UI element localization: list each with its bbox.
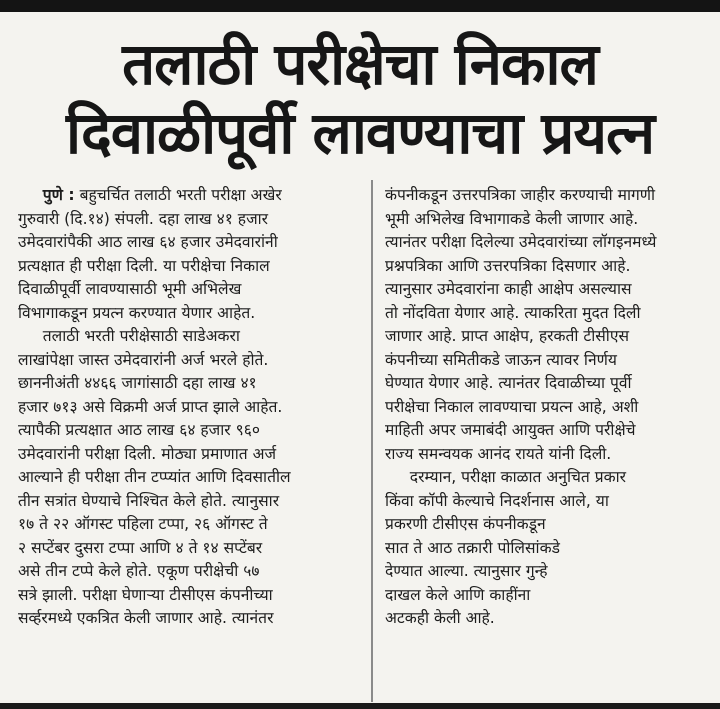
article-line: त्यानुसार उमेदवारांना काही आक्षेप असल्यास [385,280,632,298]
article-line: प्रत्यक्षात ही परीक्षा दिली. या परीक्षेचा निकाल [18,256,270,275]
article-line: उमेदवारांनी परीक्षा दिली. मोठ्या प्रमाणात अर्ज [18,444,277,463]
article-line: गुरुवारी (दि.१४) संपली. दहा लाख ४१ हजार [18,209,269,228]
article-left-column [18,184,368,631]
article-line: तीन सत्रांत घेण्याचे निश्चित केले होते. त्यानुसार [18,491,280,510]
article-line: अटकही केली आहे. [385,609,495,627]
article-line: छाननीअंती ४४६६ जागांसाठी दहा लाख ४१ [18,374,257,392]
article-line-text: दरम्यान, परीक्षा काळात अनुचित प्रकार [409,468,626,486]
article-line: सर्व्हरमध्ये एकत्रित केली जाणार आहे. त्यानंतर [18,609,274,627]
headline-line-2: दिवाळीपूर्वी लावण्याचा प्रयत्न [65,99,655,167]
article-line: त्यापैकी प्रत्यक्षात आठ लाख ६४ हजार ९६० [18,421,260,439]
article-line: दिवाळीपूर्वी लावण्यासाठी भूमी अभिलेख [18,280,242,298]
article-line: हजार ७१३ असे विक्रमी अर्ज प्राप्त झाले आहेत. [18,397,283,416]
headline-line-1: तलाठी परीक्षेचा निकाल [122,30,598,98]
article-line: देण्यात आल्या. त्यानुसार गुन्हे [385,562,548,580]
dateline: पुणे : [42,186,75,204]
article-line [18,184,368,208]
article-line: जाणार आहे. प्राप्त आक्षेप, हरकती टीसीएस [385,327,629,345]
article-line: आल्याने ही परीक्षा तीन टप्प्यांत आणि दिवसातील [18,468,291,486]
article-line: राज्य समन्वयक आनंद रायते यांनी दिली. [385,444,612,463]
article-line: भूमी अभिलेख विभागाकडे केली जाणार आहे. [385,209,639,228]
article-line: २ सप्टेंबर दुसरा टप्पा आणि ४ ते १४ सप्टेंबर [18,538,263,557]
column-divider [371,180,373,702]
article-line: असे तीन टप्पे केले होते. एकूण परीक्षेची ५७ [18,562,260,580]
article-line: कंपनीच्या समितीकडे जाऊन त्यावर निर्णय [385,350,617,369]
article-line: लाखांपेक्षा जास्त उमेदवारांनी अर्ज भरले होते. [18,350,269,369]
article-line: घेण्यात येणार आहे. त्यानंतर दिवाळीच्या पूर्वी [385,374,632,392]
article-line [18,325,368,349]
headline [0,30,720,168]
article-line: विभागाकडून प्रयत्न करण्यात येणार आहेत. [18,303,256,322]
article-line: माहिती अपर जमाबंदी आयुक्त आणि परीक्षेचे [385,421,636,439]
article-line: त्यानंतर परीक्षा दिलेल्या उमेदवारांच्या लॉगइनमध्ये [385,233,657,251]
article-line: प्रकरणी टीसीएस कंपनीकडून [385,515,546,533]
article-right-column [385,184,720,631]
article-line: कंपनीकडून उत्तरपत्रिका जाहीर करण्याची मागणी [385,186,656,204]
article-line: परीक्षेचा निकाल लावण्याचा प्रयत्न आहे, अशी [385,397,639,416]
article-line: किंवा कॉपी केल्याचे निदर्शनास आले, या [385,491,609,510]
article-line: तो नोंदविता येणार आहे. त्याकरिता मुदत दिली [385,303,641,322]
top-rule [0,0,720,12]
article-line: १७ ते २२ ऑगस्ट पहिला टप्पा, २६ ऑगस्ट ते [18,515,268,533]
article-line-text: बहुचर्चित तलाठी भरती परीक्षा अखेर [79,186,282,204]
article-line: प्रश्नपत्रिका आणि उत्तरपत्रिका दिसणार आहे. [385,256,631,275]
article-line: दाखल केले आणि काहींना [385,585,531,604]
article-line-text: तलाठी भरती परीक्षेसाठी साडेअकरा [42,327,240,345]
article-line: सात ते आठ तक्रारी पोलिसांकडे [385,538,560,557]
article-line: उमेदवारांपैकी आठ लाख ६४ हजार उमेदवारांनी [18,233,278,251]
bottom-rule [0,703,720,709]
article-line [385,466,720,490]
article-line: सत्रे झाली. परीक्षा घेणाऱ्या टीसीएस कंपनीच्या [18,585,273,604]
